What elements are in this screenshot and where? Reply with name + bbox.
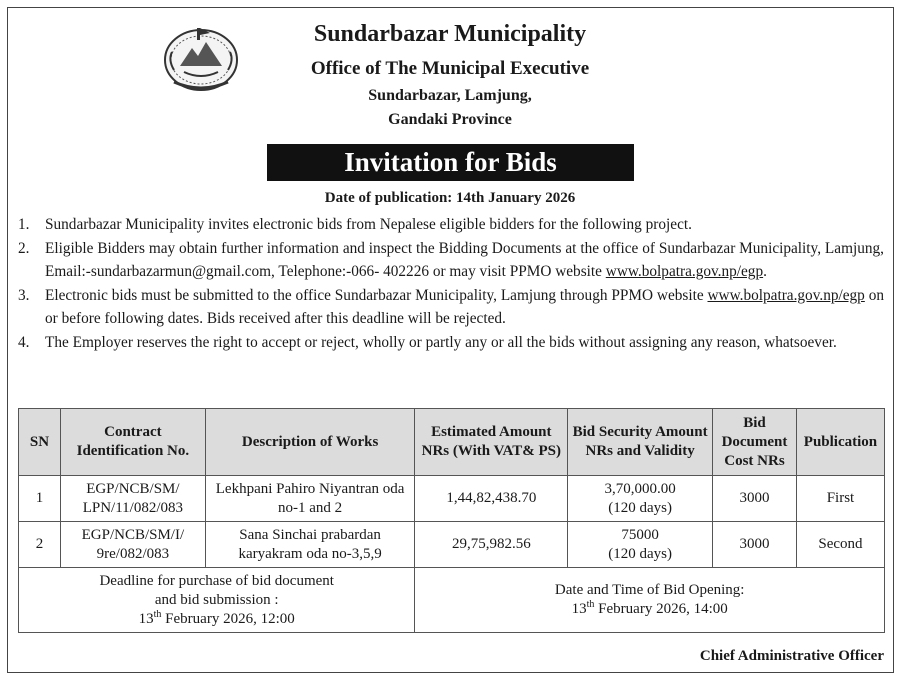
header-bid-security: Bid Security Amount NRs and Validity — [568, 409, 713, 476]
deadline-cell — [19, 568, 415, 633]
header-description: Description of Works — [205, 409, 415, 476]
point-text: Sundarbazar Municipality invites electronic bids from Nepalese eligible bidders for the following project. — [45, 216, 692, 233]
bolpatra-link[interactable]: www.bolpatra.gov.np/egp — [605, 263, 764, 280]
deadline-row — [19, 568, 885, 633]
cell-bid-security — [568, 476, 713, 522]
office-province: Gandaki Province — [388, 111, 512, 128]
cell-bid-security — [568, 522, 713, 568]
municipality-name: Sundarbazar Municipality — [313, 21, 587, 47]
list-item — [18, 331, 884, 355]
bid-opening-day: 13 — [571, 601, 587, 617]
point-text-end: . — [763, 263, 767, 280]
cell-contract-id: EGP/NCB/SM/I/ 9re/082/083 — [60, 522, 205, 568]
cell-publication: First — [796, 476, 884, 522]
table-row — [19, 476, 885, 522]
header-estimated-amount: Estimated Amount NRs (With VAT& PS) — [415, 409, 568, 476]
office-address: Sundarbazar, Lamjung, — [368, 87, 532, 104]
cell-estimated-amount: 29,75,982.56 — [415, 522, 568, 568]
deadline-day-suffix: th — [153, 608, 162, 620]
bid-opening-label: Date and Time of Bid Opening: — [554, 582, 745, 598]
cell-estimated-amount: 1,44,82,438.70 — [415, 476, 568, 522]
security-validity: (120 days) — [608, 499, 672, 516]
point-number: 3. — [18, 286, 30, 304]
header-contract-id: Contract Identification No. — [60, 409, 205, 476]
bid-opening-day-suffix: th — [586, 599, 595, 610]
point-number: 2. — [18, 239, 30, 257]
deadline-day: 13 — [138, 610, 154, 627]
point-text: Eligible Bidders may obtain further information and inspect the Bidding Documents at the office of Sundarbazar Municipality, Lamjung, Email:-sundarbazarmun@gmail.com, Telephone:-066- 402226 or may visit PPMO website — [45, 239, 884, 280]
list-item — [18, 237, 884, 284]
deadline-date-time: February 2026, 12:00 — [161, 610, 295, 627]
notice-title: Invitation for Bids — [267, 144, 634, 181]
point-text-end: on or before following dates. Bids received after this deadline will be rejected. — [45, 286, 884, 327]
notice-points — [18, 213, 884, 354]
header-document-cost: Bid Document Cost NRs — [713, 409, 797, 476]
point-number: 1. — [18, 216, 30, 233]
publication-date: Date of publication: 14th January 2026 — [324, 190, 576, 206]
deadline-label: Deadline for purchase of bid document — [99, 572, 334, 589]
deadline-label-2: and bid submission : — [154, 591, 279, 608]
bid-opening-cell — [415, 568, 885, 633]
security-amount: 75000 — [621, 526, 659, 543]
bolpatra-link[interactable]: www.bolpatra.gov.np/egp — [707, 286, 865, 304]
cell-document-cost: 3000 — [713, 522, 797, 568]
list-item — [18, 213, 884, 237]
bids-table — [18, 408, 885, 633]
point-text: The Employer reserves the right to accept or reject, wholly or partly any or all the bids without assigning any reason, whatsoever. — [45, 333, 837, 351]
security-validity: (120 days) — [608, 545, 672, 562]
point-number: 4. — [18, 333, 30, 351]
header-publication: Publication — [796, 409, 884, 476]
cell-description: Lekhpani Pahiro Niyantran oda no-1 and 2 — [205, 476, 415, 522]
cell-publication: Second — [796, 522, 884, 568]
cell-contract-id: EGP/NCB/SM/ LPN/11/082/083 — [60, 476, 205, 522]
table-header-row — [19, 409, 885, 476]
security-amount: 3,70,000.00 — [604, 480, 676, 497]
table-row — [19, 522, 885, 568]
header-sn: SN — [19, 409, 61, 476]
office-name: Office of The Municipal Executive — [310, 58, 590, 79]
signature-title: Chief Administrative Officer — [699, 648, 884, 664]
list-item — [18, 284, 884, 331]
cell-sn: 2 — [19, 522, 61, 568]
point-text: Electronic bids must be submitted to the office Sundarbazar Municipality, Lamjung through PPMO website — [45, 286, 708, 304]
bid-opening-date-time: February 2026, 14:00 — [594, 601, 728, 617]
cell-description: Sana Sinchai prabardan karyakram oda no-3,5,9 — [205, 522, 415, 568]
cell-sn: 1 — [19, 476, 61, 522]
cell-document-cost: 3000 — [713, 476, 797, 522]
